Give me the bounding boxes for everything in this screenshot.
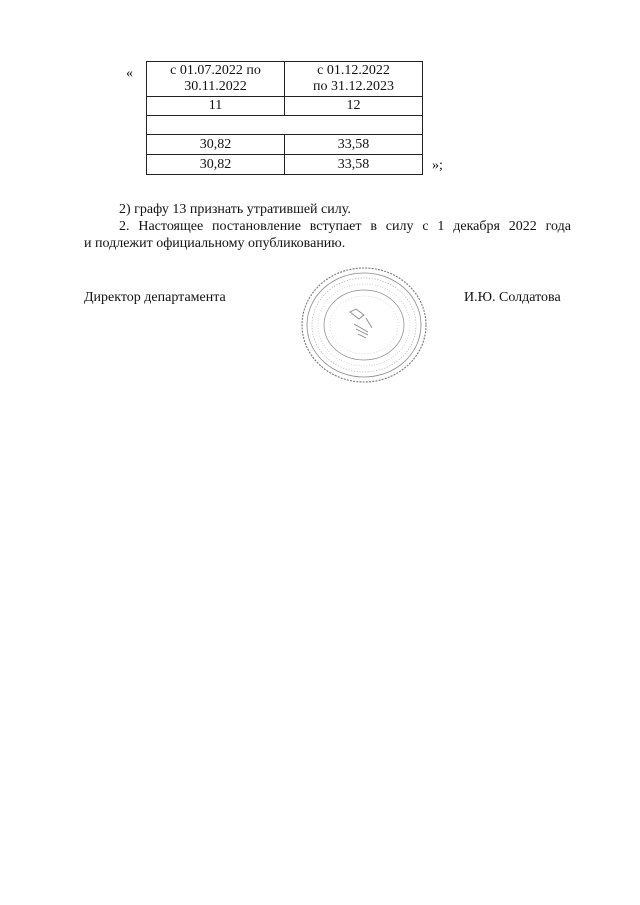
signatory-name: И.Ю. Солдатова [464, 290, 561, 305]
tariff-table [146, 61, 423, 175]
paragraph-column-13-void: 2) графу 13 признать утратившей силу. [119, 202, 351, 217]
header-col12-line1: с 01.12.2022 [317, 63, 390, 78]
signatory-position: Директор департамента [84, 290, 226, 305]
header-cell-col11 [147, 62, 285, 97]
table-cell: 33,58 [285, 155, 423, 175]
round-seal-icon [300, 266, 428, 384]
table-header-row [147, 62, 423, 97]
column-number-11: 11 [147, 97, 285, 116]
table-cell: 30,82 [147, 155, 285, 175]
close-quote: »; [432, 158, 443, 173]
table-row [147, 155, 423, 175]
table-cell: 30,82 [147, 135, 285, 155]
table-row-empty [147, 116, 423, 135]
paragraph-effective-date-line2: и подлежит официальному опубликованию. [84, 236, 346, 251]
table-row [147, 135, 423, 155]
header-col11-line1: с 01.07.2022 по [170, 63, 261, 78]
table-cell-empty [147, 116, 423, 135]
table-cell: 33,58 [285, 135, 423, 155]
column-number-row [147, 97, 423, 116]
header-cell-col12 [285, 62, 423, 97]
header-col11-line2: 30.11.2022 [184, 79, 247, 94]
header-col12-line2: по 31.12.2023 [313, 79, 394, 94]
open-quote: « [126, 66, 133, 81]
column-number-12: 12 [285, 97, 423, 116]
paragraph-effective-date-line1: 2. Настоящее постановление вступает в силу с 1 декабря 2022 года [119, 219, 571, 234]
